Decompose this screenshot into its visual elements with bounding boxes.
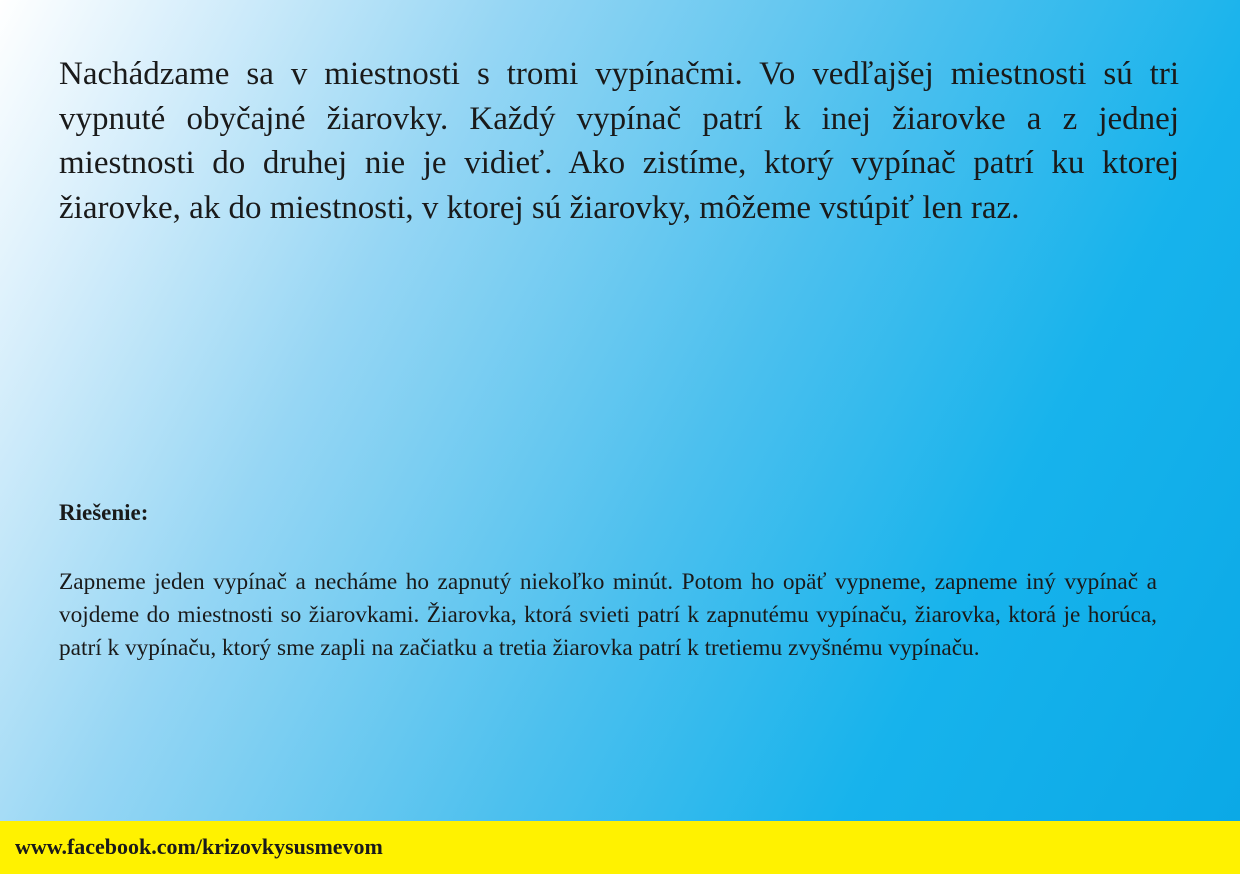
puzzle-text: Nachádzame sa v miestnosti s tromi vypínačmi. Vo vedľajšej miestnosti sú tri vypnuté obyčajné žiarovky. Každý vypínač patrí k inej žiarovke a z jednej miestnosti do druhej nie je vidieť. Ako zistíme, ktorý vypínač patrí ku ktorej žiarovke, ak do miestnosti, v ktorej sú žiarovky, môžeme vstúpiť len raz. [59,56,1179,226]
facebook-link[interactable]: www.facebook.com/krizovkysusmevom [15,834,383,859]
solution-heading: Riešenie: [59,500,149,525]
solution-text: Zapneme jeden vypínač a necháme ho zapnutý niekoľko minút. Potom ho opäť vypneme, zapneme iný vypínač a vojdeme do miestnosti so žiarovkami. Žiarovka, ktorá svieti patrí k zapnutému vypínaču, žiarovka, ktorá je horúca, patrí k vypínaču, ktorý sme zapli na začiatku a tretia žiarovka patrí k tretiemu zvyšnému vypínaču. [59,569,1157,661]
footer-bar [0,821,1240,874]
